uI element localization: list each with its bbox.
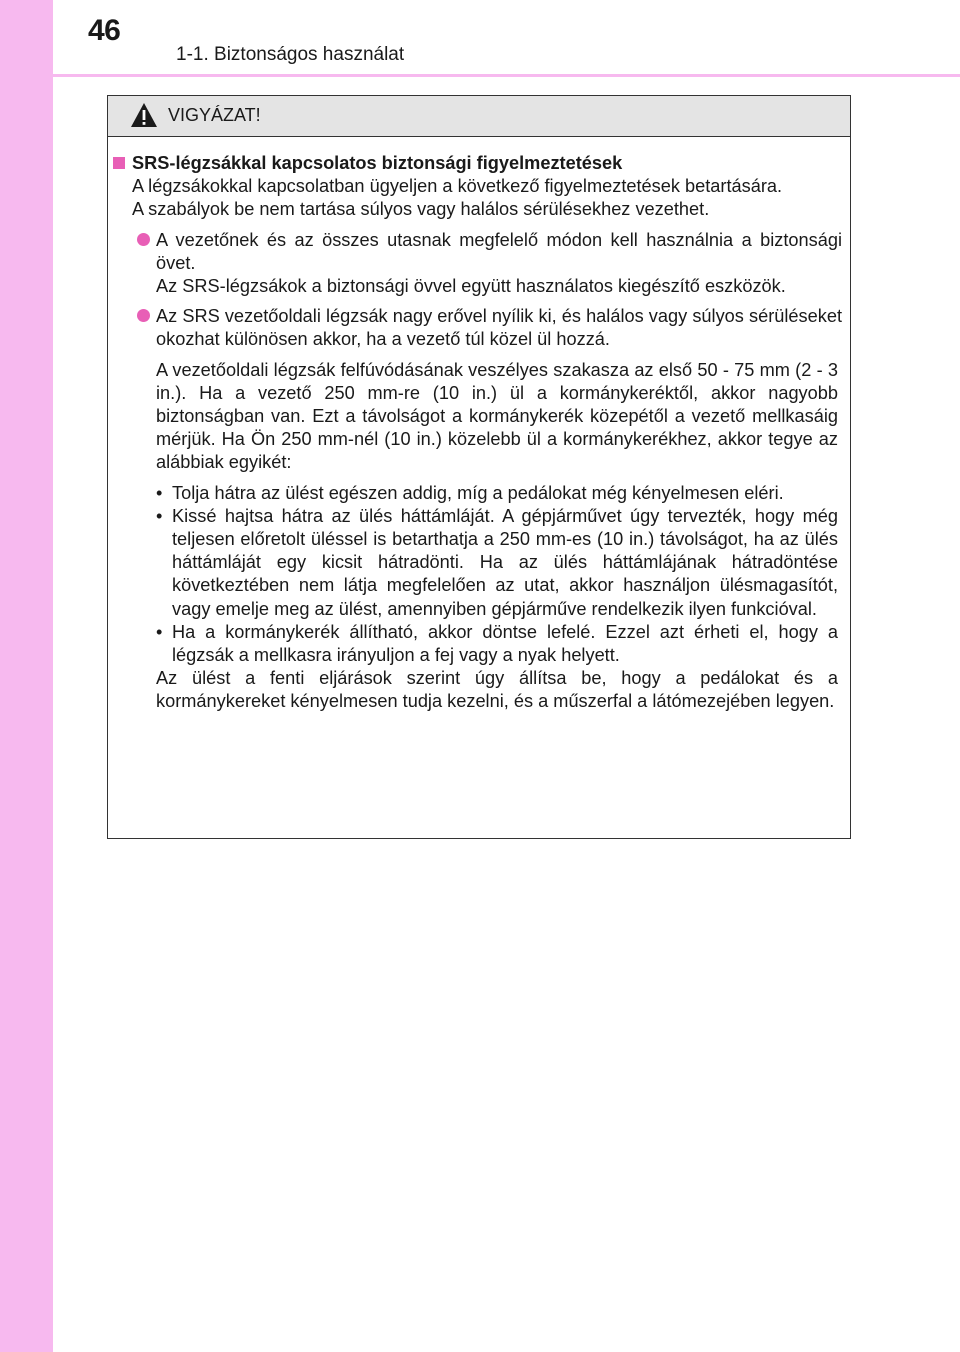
list-bullet: • bbox=[156, 621, 163, 642]
list-item bbox=[156, 482, 838, 505]
list-bullet: • bbox=[156, 482, 163, 503]
list-item-text: Ha a kormánykerék állítható, akkor döntse lefelé. Ezzel azt érheti el, hogy a légzsák a mellkasra irányuljon a fej vagy a nyak helyett. bbox=[172, 621, 838, 666]
warning-heading bbox=[132, 152, 852, 175]
round-bullet-icon bbox=[137, 309, 150, 322]
intro-paragraph-1: A légzsákokkal kapcsolatban ügyeljen a következő figyelmeztetések betartására. bbox=[132, 176, 783, 197]
list-item-text: Kissé hajtsa hátra az ülés háttámláját. A gépjárművet úgy tervezték, hogy még teljesen előretolt üléssel is betarthatja a 250 mm-es (10 in.) távolságot, ha az ülés háttámláját egy kicsit hátradönti. Ha az ülés háttámlájának hátradöntése következtében nem látja megfelelően az utat, akkor használjon ülésmagasítót, vagy emelje meg az ülést, amennyiben gépjárműve rendelkezik ilyen funkcióval. bbox=[172, 505, 838, 619]
bullet-text: Az SRS vezetőoldali légzsák nagy erővel nyílik ki, és halálos vagy súlyos sérüléseket okozhat különösen akkor, ha a vezető túl közel ül hozzá. bbox=[156, 306, 842, 350]
closing-paragraph: Az ülést a fenti eljárások szerint úgy állítsa be, hogy a pedálokat és a kormánykereket kényelmesen tudja kezelni, és a műszerfal a látómezejében legyen. bbox=[156, 668, 838, 712]
list-item bbox=[156, 505, 838, 621]
list-item-text: Tolja hátra az ülést egészen addig, míg a pedálokat még kényelmesen eléri. bbox=[172, 482, 784, 503]
detail-paragraph: A vezetőoldali légzsák felfúvódásának veszélyes szakasza az első 50 - 75 mm (2 - 3 in.). Ha a vezető 250 mm-re (10 in.) ül a kormánykeréktől, akkor nagyobb biztonságban van. Ezt a távolságot a kormánykerék közepétől a vezető mellkasáig mérjük. Ha Ön 250 mm-nél (10 in.) közelebb ül a kormánykerékhez, akkor tegye az alábbiak egyikét: bbox=[156, 359, 838, 473]
warning-content bbox=[108, 152, 852, 714]
warning-box bbox=[107, 95, 851, 839]
warning-triangle-icon bbox=[130, 102, 158, 128]
intro-paragraph-2: A szabályok be nem tartása súlyos vagy halálos sérülésekhez vezethet. bbox=[132, 199, 710, 220]
section-title: 1-1. Biztonságos használat bbox=[176, 44, 405, 65]
list-item bbox=[156, 621, 838, 667]
bullet-text: Az SRS-légzsákok a biztonsági övvel együtt használatos kiegészítő eszközök. bbox=[156, 276, 786, 297]
list-bullet: • bbox=[156, 505, 163, 526]
bullet-item bbox=[156, 305, 842, 351]
round-bullet-icon bbox=[137, 233, 150, 246]
bullet-item bbox=[156, 229, 842, 299]
bullet-text: A vezetőnek és az összes utasnak megfelelő módon kell használnia a biztonsági övet. bbox=[156, 229, 842, 273]
side-color-strip bbox=[0, 0, 53, 1352]
page-number: 46 bbox=[88, 14, 121, 47]
square-bullet-icon bbox=[113, 157, 125, 169]
header-rule bbox=[53, 74, 960, 77]
warning-header bbox=[108, 96, 850, 137]
warning-label: VIGYÁZAT! bbox=[168, 105, 261, 125]
warning-heading-text: SRS-légzsákkal kapcsolatos biztonsági figyelmeztetések bbox=[132, 153, 623, 173]
dash-list bbox=[156, 482, 838, 668]
